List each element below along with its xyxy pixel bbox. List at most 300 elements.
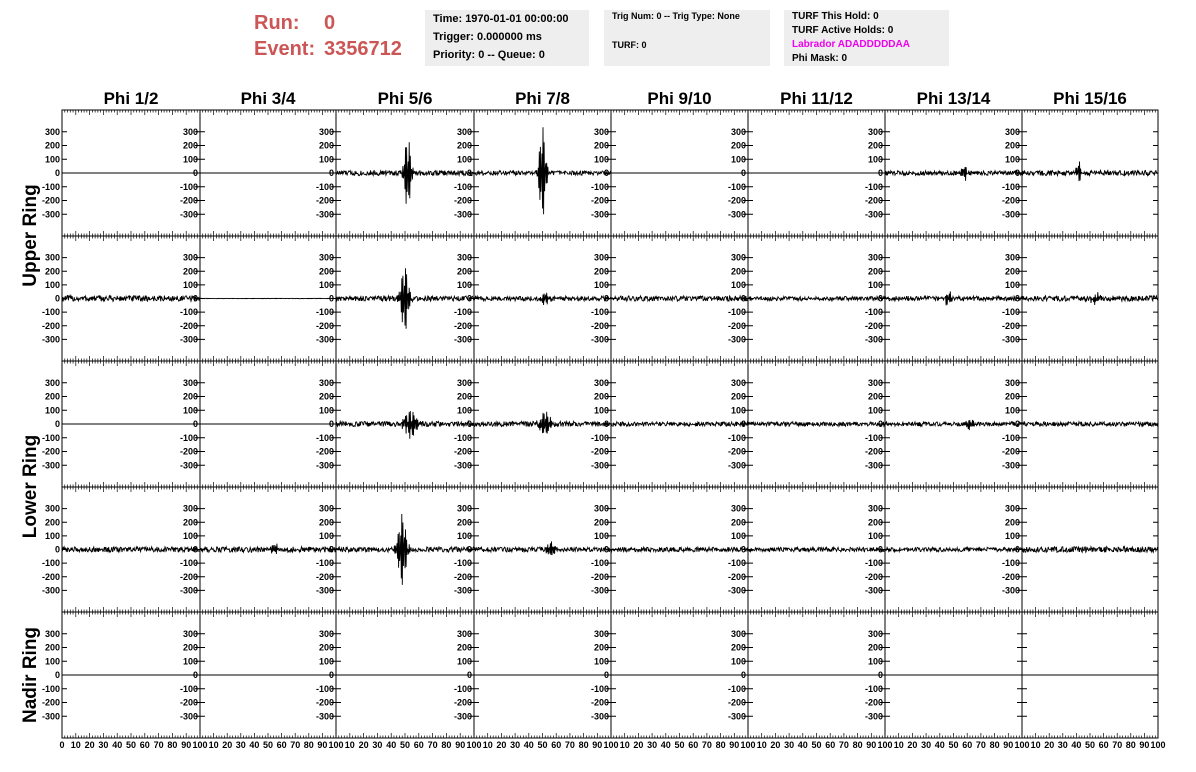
- y-tick-label: 300: [44, 377, 60, 388]
- y-tick-label: 300: [730, 628, 746, 639]
- y-tick-label: -100: [727, 683, 746, 694]
- y-tick-label: -100: [590, 432, 609, 443]
- y-tick-label: -300: [453, 209, 472, 220]
- y-tick-label: -300: [179, 585, 198, 596]
- y-tick-label: 0: [466, 168, 472, 178]
- phi-column-header: Phi 13/14: [916, 89, 991, 108]
- y-tick-label: 0: [466, 544, 472, 555]
- y-tick-label: 300: [867, 628, 883, 639]
- waveform-trace: [200, 544, 336, 554]
- phi-column-header: Phi 11/12: [780, 89, 853, 108]
- y-tick-label: -200: [179, 446, 198, 457]
- y-tick-label: 200: [730, 642, 746, 653]
- y-tick-label: 200: [318, 266, 334, 277]
- waveform-trace: [474, 412, 611, 434]
- phi-column-header: Phi 9/10: [647, 89, 712, 108]
- waveform-trace: [62, 293, 200, 304]
- y-tick-label: 200: [1004, 391, 1020, 402]
- y-tick-label: -100: [315, 558, 334, 569]
- y-tick-label: 0: [877, 670, 883, 680]
- y-tick-label: 200: [44, 642, 60, 653]
- y-tick-label: -200: [1001, 195, 1020, 206]
- y-tick-label: -200: [864, 195, 883, 206]
- y-tick-label: 0: [54, 168, 60, 178]
- y-tick-label: -200: [315, 195, 334, 206]
- y-tick-label: 200: [456, 517, 472, 528]
- y-tick-label: 100: [182, 154, 198, 165]
- y-tick-label: 100: [1004, 530, 1020, 541]
- y-tick-label: -100: [727, 181, 746, 192]
- y-tick-label: 100: [182, 656, 198, 667]
- y-tick-label: -300: [179, 460, 198, 471]
- y-tick-label: 100: [867, 530, 883, 541]
- waveform-trace: [1022, 292, 1158, 305]
- y-tick-label: 300: [593, 126, 609, 137]
- y-tick-label: 300: [593, 628, 609, 639]
- y-tick-label: 200: [867, 266, 883, 277]
- y-tick-label: 0: [1014, 168, 1020, 178]
- y-tick-label: 300: [44, 503, 60, 514]
- waveform-trace: [1022, 422, 1158, 426]
- y-tick-label: 100: [593, 656, 609, 667]
- y-tick-label: -200: [453, 446, 472, 457]
- y-tick-label: 100: [318, 405, 334, 416]
- y-tick-label: -100: [41, 558, 60, 569]
- y-tick-label: -300: [315, 585, 334, 596]
- y-tick-label: 200: [182, 642, 198, 653]
- y-tick-label: 300: [456, 377, 472, 388]
- y-tick-label: -200: [864, 571, 883, 582]
- waveform-trace: [748, 296, 885, 300]
- y-tick-label: 200: [318, 517, 334, 528]
- y-tick-label: -300: [727, 711, 746, 722]
- y-tick-label: 300: [44, 252, 60, 263]
- y-tick-label: -300: [41, 711, 60, 722]
- y-tick-label: 300: [456, 126, 472, 137]
- waveform-trace: [474, 293, 611, 305]
- y-tick-label: -200: [41, 195, 60, 206]
- y-tick-label: -100: [179, 558, 198, 569]
- y-tick-label: -300: [315, 711, 334, 722]
- y-tick-label: 0: [328, 168, 334, 178]
- y-tick-label: 100: [730, 279, 746, 290]
- waveform-trace: [62, 547, 200, 552]
- y-tick-label: 100: [730, 530, 746, 541]
- y-tick-label: -200: [864, 320, 883, 331]
- event-value: 3356712: [324, 38, 402, 60]
- y-tick-label: 0: [740, 419, 746, 429]
- y-tick-label: 100: [182, 530, 198, 541]
- y-tick-label: 0: [1014, 544, 1020, 555]
- y-tick-label: 0: [54, 419, 60, 429]
- turf-this-hold-text: TURF This Hold: 0: [792, 11, 879, 22]
- y-tick-label: 0: [1014, 419, 1020, 429]
- y-tick-label: -300: [1001, 209, 1020, 220]
- ring-label: Upper Ring: [20, 184, 41, 287]
- y-tick-label: 200: [867, 642, 883, 653]
- y-tick-label: 300: [867, 377, 883, 388]
- y-tick-label: -200: [179, 320, 198, 331]
- y-tick-label: -100: [315, 181, 334, 192]
- y-tick-label: -100: [727, 558, 746, 569]
- y-tick-label: -300: [864, 334, 883, 345]
- y-tick-label: -100: [864, 307, 883, 318]
- y-tick-label: -200: [1001, 320, 1020, 331]
- y-tick-label: 100: [867, 656, 883, 667]
- y-tick-label: -300: [590, 711, 609, 722]
- y-tick-label: 300: [318, 377, 334, 388]
- ring-label: Nadir Ring: [20, 626, 41, 724]
- y-tick-label: -100: [179, 683, 198, 694]
- labrador-text: Labrador ADADDDDDAA: [792, 39, 910, 50]
- y-tick-label: 0: [328, 544, 334, 555]
- waveform-trace: [1022, 162, 1158, 182]
- y-tick-label: -100: [727, 432, 746, 443]
- waveform-trace: [885, 420, 1022, 430]
- y-tick-label: -100: [41, 432, 60, 443]
- y-tick-label: -200: [590, 571, 609, 582]
- y-tick-label: -200: [41, 571, 60, 582]
- y-tick-label: 0: [603, 670, 609, 680]
- y-tick-label: 0: [466, 419, 472, 429]
- y-tick-label: 0: [328, 670, 334, 680]
- y-tick-label: -100: [179, 307, 198, 318]
- y-tick-label: -100: [864, 558, 883, 569]
- y-tick-label: -300: [864, 585, 883, 596]
- y-tick-label: 300: [867, 503, 883, 514]
- waveform-trace: [748, 422, 885, 426]
- y-tick-label: -300: [1001, 334, 1020, 345]
- y-tick-label: 300: [1004, 377, 1020, 388]
- y-tick-label: -300: [864, 209, 883, 220]
- y-tick-label: 100: [182, 279, 198, 290]
- y-tick-label: 300: [456, 628, 472, 639]
- y-tick-label: -100: [864, 683, 883, 694]
- y-tick-label: 0: [192, 168, 198, 178]
- y-tick-label: 300: [730, 126, 746, 137]
- y-tick-label: 0: [328, 419, 334, 429]
- y-tick-label: -200: [1001, 571, 1020, 582]
- y-tick-label: 200: [730, 391, 746, 402]
- y-tick-label: 200: [867, 517, 883, 528]
- y-tick-label: 300: [182, 377, 198, 388]
- y-tick-label: -100: [864, 432, 883, 443]
- y-tick-label: 200: [456, 642, 472, 653]
- y-tick-label: 200: [593, 266, 609, 277]
- y-tick-label: 200: [1004, 517, 1020, 528]
- y-tick-label: -200: [315, 446, 334, 457]
- y-tick-label: -100: [590, 683, 609, 694]
- y-tick-label: 100: [456, 530, 472, 541]
- y-tick-label: -300: [727, 460, 746, 471]
- y-tick-label: 0: [740, 544, 746, 555]
- y-tick-label: -300: [1001, 460, 1020, 471]
- y-tick-label: 200: [182, 140, 198, 151]
- y-tick-label: 0: [877, 544, 883, 555]
- y-tick-label: -300: [179, 711, 198, 722]
- y-tick-label: 300: [182, 126, 198, 137]
- waveform-trace: [611, 547, 748, 552]
- y-tick-label: -300: [1001, 585, 1020, 596]
- y-tick-label: -200: [864, 446, 883, 457]
- time-text: Time: 1970-01-01 00:00:00: [433, 13, 569, 25]
- y-tick-label: 200: [1004, 266, 1020, 277]
- y-tick-label: -100: [1001, 432, 1020, 443]
- y-tick-label: -200: [727, 320, 746, 331]
- y-tick-label: -100: [590, 558, 609, 569]
- y-tick-label: 300: [44, 126, 60, 137]
- y-tick-label: 300: [730, 503, 746, 514]
- phi-column-header: Phi 7/8: [515, 89, 570, 108]
- y-tick-label: -100: [41, 307, 60, 318]
- y-tick-label: -100: [1001, 558, 1020, 569]
- phi-column-header: Phi 15/16: [1053, 89, 1127, 108]
- y-tick-label: -200: [1001, 446, 1020, 457]
- y-tick-label: -300: [315, 334, 334, 345]
- event-label: Event:: [254, 38, 316, 60]
- y-tick-label: -300: [590, 585, 609, 596]
- y-tick-label: 0: [54, 293, 60, 304]
- y-tick-label: 100: [318, 154, 334, 165]
- phi-column-header: Phi 3/4: [240, 89, 296, 108]
- y-tick-label: 100: [867, 279, 883, 290]
- y-tick-label: -200: [590, 195, 609, 206]
- y-tick-label: 200: [44, 517, 60, 528]
- y-tick-label: 300: [318, 503, 334, 514]
- waveform-trace: [1022, 547, 1158, 553]
- y-tick-label: 100: [456, 656, 472, 667]
- y-tick-label: -100: [41, 181, 60, 192]
- y-tick-label: 100: [456, 405, 472, 416]
- y-tick-label: -100: [179, 181, 198, 192]
- y-tick-label: 100: [730, 154, 746, 165]
- y-tick-label: 100: [1004, 405, 1020, 416]
- waveform-trace: [336, 268, 474, 329]
- y-tick-label: 200: [456, 391, 472, 402]
- y-tick-label: 0: [192, 293, 198, 304]
- y-tick-label: 100: [730, 405, 746, 416]
- y-tick-label: 200: [867, 391, 883, 402]
- y-tick-label: 200: [1004, 140, 1020, 151]
- y-tick-label: -300: [453, 585, 472, 596]
- y-tick-label: 200: [593, 517, 609, 528]
- ring-label: Lower Ring: [20, 434, 41, 539]
- y-tick-label: 300: [318, 126, 334, 137]
- y-tick-label: -300: [727, 334, 746, 345]
- run-value: 0: [324, 12, 336, 34]
- y-tick-label: 300: [318, 628, 334, 639]
- y-tick-label: 300: [593, 503, 609, 514]
- y-tick-label: -200: [864, 697, 883, 708]
- y-tick-label: -100: [315, 683, 334, 694]
- y-tick-label: 300: [456, 252, 472, 263]
- waveform-trace: [611, 296, 748, 301]
- y-tick-label: 100: [44, 530, 60, 541]
- y-tick-label: 300: [593, 252, 609, 263]
- y-tick-label: -200: [315, 320, 334, 331]
- y-tick-label: -300: [315, 460, 334, 471]
- y-tick-label: -300: [864, 460, 883, 471]
- y-tick-label: -200: [590, 697, 609, 708]
- y-tick-label: 300: [730, 377, 746, 388]
- y-tick-label: 100: [1004, 154, 1020, 165]
- y-tick-label: -200: [453, 320, 472, 331]
- y-tick-label: 100: [1004, 279, 1020, 290]
- y-tick-label: 100: [318, 656, 334, 667]
- waveform-trace: [748, 547, 885, 551]
- y-tick-label: 100: [44, 405, 60, 416]
- y-tick-label: 300: [182, 252, 198, 263]
- y-tick-label: -100: [590, 181, 609, 192]
- y-tick-label: -200: [179, 697, 198, 708]
- y-tick-label: -200: [590, 446, 609, 457]
- y-tick-label: -100: [590, 307, 609, 318]
- y-tick-label: -300: [41, 460, 60, 471]
- y-tick-label: 0: [192, 670, 198, 680]
- y-tick-label: 100: [44, 154, 60, 165]
- priority-queue-text: Priority: 0 -- Queue: 0: [433, 49, 545, 61]
- y-tick-label: -100: [315, 432, 334, 443]
- y-tick-label: 100: [456, 279, 472, 290]
- y-tick-label: 0: [603, 168, 609, 178]
- y-tick-label: 100: [867, 405, 883, 416]
- y-tick-label: -300: [41, 209, 60, 220]
- y-tick-label: -200: [315, 697, 334, 708]
- y-tick-label: 300: [1004, 503, 1020, 514]
- y-tick-label: -100: [727, 307, 746, 318]
- y-tick-label: 300: [730, 252, 746, 263]
- y-tick-label: 200: [593, 642, 609, 653]
- y-tick-label: -100: [453, 181, 472, 192]
- y-tick-label: 0: [192, 544, 198, 555]
- y-tick-label: 300: [1004, 252, 1020, 263]
- y-tick-label: 0: [877, 419, 883, 429]
- y-tick-label: -200: [315, 571, 334, 582]
- y-tick-label: -200: [727, 697, 746, 708]
- y-tick-label: 300: [318, 252, 334, 263]
- y-tick-label: 0: [1014, 293, 1020, 304]
- y-tick-label: -300: [864, 711, 883, 722]
- y-tick-label: 100: [867, 154, 883, 165]
- y-tick-label: -100: [41, 683, 60, 694]
- y-tick-label: 100: [318, 530, 334, 541]
- y-tick-label: -300: [590, 334, 609, 345]
- waveform-trace: [611, 422, 748, 426]
- y-tick-label: 200: [318, 642, 334, 653]
- y-tick-label: 200: [44, 266, 60, 277]
- y-tick-label: -100: [864, 181, 883, 192]
- y-tick-label: 0: [877, 168, 883, 178]
- turf-active-holds-text: TURF Active Holds: 0: [792, 25, 894, 36]
- y-tick-label: -200: [179, 571, 198, 582]
- y-tick-label: 300: [456, 503, 472, 514]
- y-tick-label: 200: [593, 140, 609, 151]
- waveform-trace: [885, 547, 1022, 551]
- y-tick-label: -200: [727, 195, 746, 206]
- y-tick-label: 200: [456, 140, 472, 151]
- y-tick-label: 0: [740, 670, 746, 680]
- y-tick-label: -300: [41, 585, 60, 596]
- y-tick-label: -100: [179, 432, 198, 443]
- y-tick-label: -100: [1001, 181, 1020, 192]
- y-tick-label: 0: [328, 293, 334, 304]
- y-tick-label: 100: [456, 154, 472, 165]
- waveform-trace: [885, 167, 1022, 181]
- y-tick-label: -200: [179, 195, 198, 206]
- y-tick-label: 200: [44, 391, 60, 402]
- y-tick-label: 0: [603, 544, 609, 555]
- y-tick-label: -300: [590, 460, 609, 471]
- y-tick-label: 300: [867, 252, 883, 263]
- y-tick-label: -100: [453, 307, 472, 318]
- y-tick-label: 0: [603, 293, 609, 304]
- y-tick-label: 100: [730, 656, 746, 667]
- trig-num-text: Trig Num: 0 -- Trig Type: None: [612, 11, 740, 21]
- y-tick-label: 200: [867, 140, 883, 151]
- y-tick-label: -200: [453, 195, 472, 206]
- y-tick-label: 0: [54, 670, 60, 680]
- y-tick-label: 100: [44, 656, 60, 667]
- y-tick-label: -200: [41, 697, 60, 708]
- y-tick-label: 100: [593, 279, 609, 290]
- y-tick-label: -300: [453, 711, 472, 722]
- y-tick-label: -300: [315, 209, 334, 220]
- y-tick-label: 100: [318, 279, 334, 290]
- y-tick-label: 200: [182, 517, 198, 528]
- y-tick-label: 200: [456, 266, 472, 277]
- y-tick-label: -300: [453, 334, 472, 345]
- y-tick-label: 300: [593, 377, 609, 388]
- y-tick-label: -200: [453, 697, 472, 708]
- y-tick-label: 100: [593, 530, 609, 541]
- y-tick-label: -200: [453, 571, 472, 582]
- y-tick-label: -100: [453, 432, 472, 443]
- y-tick-label: -300: [179, 209, 198, 220]
- y-tick-label: 100: [44, 279, 60, 290]
- y-tick-label: -100: [315, 307, 334, 318]
- y-tick-label: -200: [41, 320, 60, 331]
- y-tick-label: 200: [318, 140, 334, 151]
- y-tick-label: -200: [590, 320, 609, 331]
- y-tick-label: 200: [593, 391, 609, 402]
- y-tick-label: 0: [603, 419, 609, 429]
- phi-column-header: Phi 5/6: [377, 89, 433, 108]
- y-tick-label: 0: [192, 419, 198, 429]
- y-tick-label: 300: [1004, 126, 1020, 137]
- y-tick-label: 300: [44, 628, 60, 639]
- y-tick-label: -300: [727, 585, 746, 596]
- y-tick-label: 0: [466, 293, 472, 304]
- waveform-trace: [885, 291, 1022, 305]
- y-tick-label: 0: [54, 544, 60, 555]
- y-tick-label: 0: [877, 293, 883, 304]
- y-tick-label: 0: [740, 168, 746, 178]
- y-tick-label: -300: [41, 334, 60, 345]
- y-tick-label: 0: [740, 293, 746, 304]
- phi-column-header: Phi 1/2: [103, 89, 159, 108]
- y-tick-label: 200: [182, 391, 198, 402]
- y-tick-label: 200: [730, 266, 746, 277]
- y-tick-label: -200: [727, 446, 746, 457]
- y-tick-label: -100: [453, 683, 472, 694]
- y-tick-label: -300: [453, 460, 472, 471]
- y-tick-label: 100: [593, 405, 609, 416]
- panel-frame: [1022, 236, 1158, 361]
- y-tick-label: -200: [727, 571, 746, 582]
- y-tick-label: 200: [318, 391, 334, 402]
- y-tick-label: 300: [182, 628, 198, 639]
- phi-mask-text: Phi Mask: 0: [792, 53, 848, 64]
